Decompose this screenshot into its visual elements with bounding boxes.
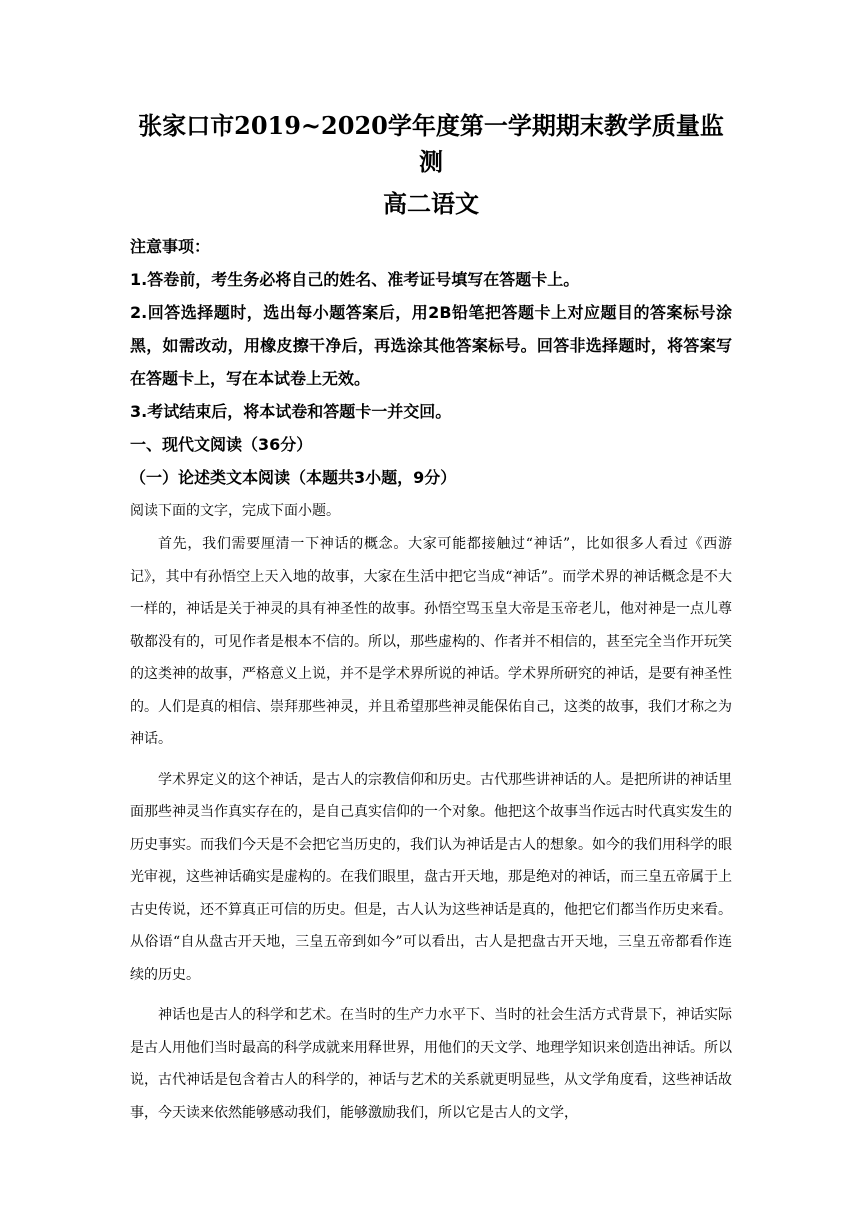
exam-subject: 高二语文 [383, 189, 479, 218]
exam-title: 张家口市2019~2020学年度第一学期期末教学质量监测 [138, 111, 724, 176]
section-heading: 一、现代文阅读（36分） [130, 435, 313, 454]
notes-heading: 注意事项： [130, 237, 211, 256]
note-item-2: 2.回答选择题时，选出每小题答案后，用2B铅笔把答题卡上对应题目的答案标号涂黑，如需改动，用橡皮擦干净后，再选涂其他答案标号。回答非选择题时，将答案写在答题卡上，写在本试卷上无效。 [130, 303, 732, 388]
reading-instruction: 阅读下面的文字，完成下面小题。 [130, 503, 340, 519]
passage-paragraph-2: 学术界定义的这个神话，是古人的宗教信仰和历史。古代那些讲神话的人。是把所讲的神话里面那些神灵当作真实存在的，是自己真实信仰的一个对象。他把这个故事当作远古时代真实发生的历史事实。而我们今天是不会把它当历史的，我们认为神话是古人的想象。如今的我们用科学的眼光审视，这些神话确实是虚构的。在我们眼里，盘古开天地，那是绝对的神话，而三皇五帝属于上古史传说，还不算真正可信的历史。但是，古人认为这些神话是真的，他把它们都当作历史来看。从俗语“自从盘古开天地，三皇五帝到如今”可以看出，古人是把盘古开天地，三皇五帝都看作连续的历史。 [130, 771, 732, 983]
reading-section [130, 428, 732, 1129]
subsection-heading: （一）论述类文本阅读（本题共3小题，9分） [130, 468, 457, 487]
passage-paragraph-1: 首先，我们需要厘清一下神话的概念。大家可能都接触过“神话”，比如很多人看过《西游记》，其中有孙悟空上天入地的故事，大家在生活中把它当成“神话”。而学术界的神话概念是不大一样的，神话是关于神灵的具有神圣性的故事。孙悟空骂玉皇大帝是玉帝老儿，他对神是一点儿尊敬都没有的，可见作者是根本不信的。所以，那些虚构的、作者并不相信的，甚至完全当作开玩笑的这类神的故事，严格意义上说，并不是学术界所说的神话。学术界所研究的神话，是要有神圣性的。人们是真的相信、崇拜那些神灵，并且希望那些神灵能保佑自己，这类的故事，我们才称之为神话。 [130, 536, 732, 747]
note-item-3: 3.考试结束后，将本试卷和答题卡一并交回。 [130, 402, 452, 421]
notes-section [130, 230, 732, 428]
note-item-1: 1.答卷前，考生务必将自己的姓名、准考证号填写在答题卡上。 [130, 270, 580, 289]
exam-page [130, 108, 732, 1137]
passage-paragraph-3: 神话也是古人的科学和艺术。在当时的生产力水平下、当时的社会生活方式背景下，神话实际是古人用他们当时最高的科学成就来用释世界，用他们的天文学、地理学知识来创造出神话。所以说，古代神话是包含着古人的科学的，神话与艺术的关系就更明显些，从文学角度看，这些神话故事，今天读来依然能够感动我们，能够激励我们，所以它是古人的文学， [130, 1007, 732, 1121]
